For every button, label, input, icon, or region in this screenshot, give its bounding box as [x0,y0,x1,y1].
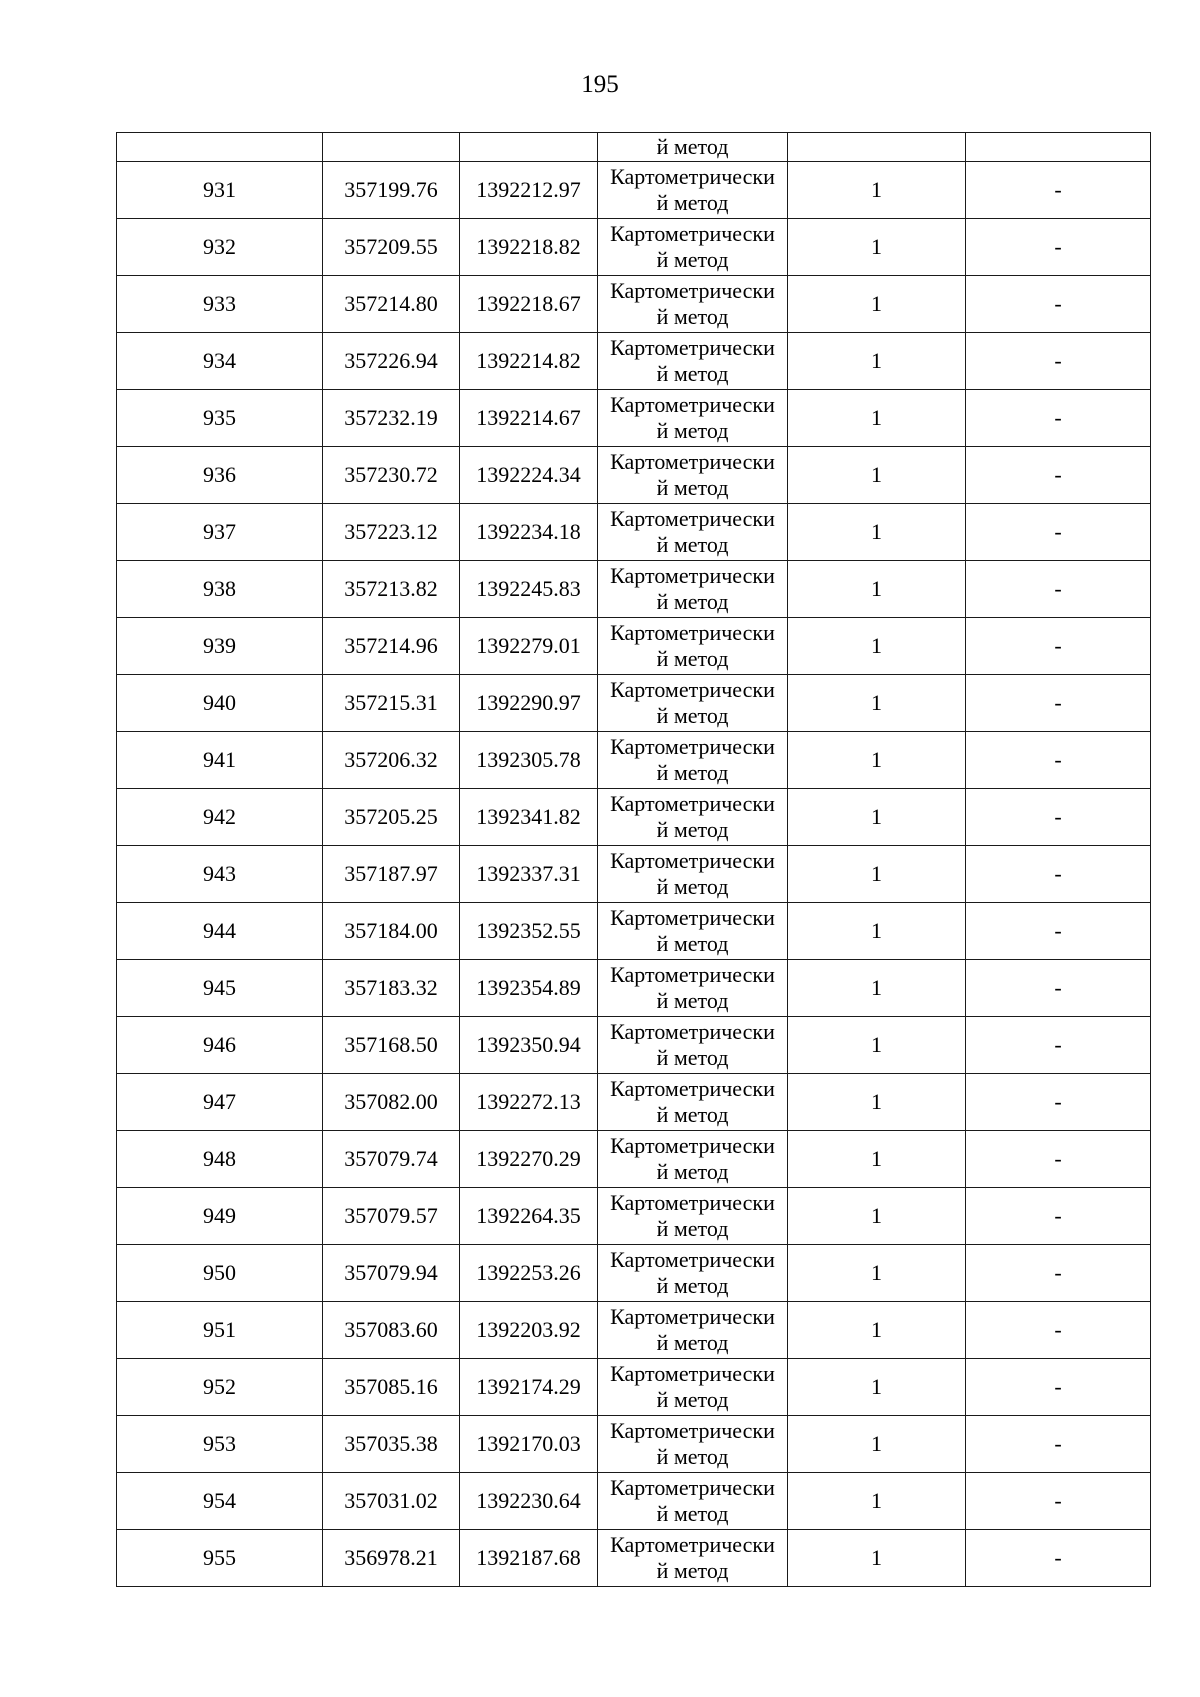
cell-y-coordinate: 1392170.03 [460,1416,598,1473]
cell-x-coordinate: 357083.60 [323,1302,460,1359]
cell-note: - [966,675,1151,732]
cell-x-coordinate: 357187.97 [323,846,460,903]
cell-note: - [966,447,1151,504]
method-line-2: й метод [656,304,729,329]
cell-x-coordinate [323,133,460,162]
cell-y-coordinate: 1392203.92 [460,1302,598,1359]
cell-method [598,618,788,675]
cell-method [598,1302,788,1359]
table-row [117,1359,1151,1416]
cell-point-number: 934 [117,333,323,390]
cell-method [598,732,788,789]
method-line-1: Картометрически [610,1304,775,1329]
method-line-2: й метод [656,1444,729,1469]
cell-note: - [966,504,1151,561]
cell-accuracy: 1 [788,732,966,789]
method-line-2: й метод [656,1558,729,1583]
cell-method [598,1416,788,1473]
method-line-1: Картометрически [610,677,775,702]
table-row [117,789,1151,846]
cell-y-coordinate: 1392337.31 [460,846,598,903]
table-row [117,1074,1151,1131]
cell-y-coordinate: 1392214.67 [460,390,598,447]
method-line-2: й метод [656,1216,729,1241]
method-line-1: Картометрически [610,1076,775,1101]
cell-accuracy: 1 [788,447,966,504]
table-row [117,1017,1151,1074]
cell-x-coordinate: 357082.00 [323,1074,460,1131]
method-line-2: й метод [656,646,729,671]
method-line-2: й метод [656,1273,729,1298]
cell-method [598,1245,788,1302]
cell-accuracy: 1 [788,162,966,219]
cell-point-number: 939 [117,618,323,675]
cell-accuracy: 1 [788,1473,966,1530]
cell-x-coordinate: 357232.19 [323,390,460,447]
table-row [117,1302,1151,1359]
method-line-1: Картометрически [610,905,775,930]
table-row [117,1530,1151,1587]
cell-x-coordinate: 357031.02 [323,1473,460,1530]
table-row [117,1188,1151,1245]
method-line-2: й метод [656,1045,729,1070]
cell-note: - [966,219,1151,276]
cell-accuracy: 1 [788,846,966,903]
cell-method [598,390,788,447]
cell-x-coordinate: 357199.76 [323,162,460,219]
cell-point-number: 952 [117,1359,323,1416]
cell-accuracy: 1 [788,960,966,1017]
cell-accuracy: 1 [788,1074,966,1131]
cell-method [598,1074,788,1131]
table-row [117,219,1151,276]
cell-accuracy: 1 [788,219,966,276]
method-line-2: й метод [656,817,729,842]
cell-point-number [117,133,323,162]
cell-note: - [966,162,1151,219]
method-line-1: Картометрически [610,620,775,645]
cell-y-coordinate: 1392230.64 [460,1473,598,1530]
table-row [117,276,1151,333]
cell-point-number: 938 [117,561,323,618]
cell-note: - [966,333,1151,390]
cell-accuracy: 1 [788,675,966,732]
cell-method [598,447,788,504]
cell-x-coordinate: 357230.72 [323,447,460,504]
table-row [117,504,1151,561]
cell-method [598,789,788,846]
cell-point-number: 933 [117,276,323,333]
method-line-1: Картометрически [610,1133,775,1158]
cell-x-coordinate: 357079.57 [323,1188,460,1245]
cell-method [598,1188,788,1245]
cell-accuracy: 1 [788,1017,966,1074]
method-line-1: Картометрически [610,335,775,360]
method-line-2: й метод [656,247,729,272]
table-row [117,1416,1151,1473]
cell-y-coordinate: 1392270.29 [460,1131,598,1188]
cell-note: - [966,1359,1151,1416]
method-line-1: Картометрически [610,1190,775,1215]
cell-note: - [966,276,1151,333]
cell-point-number: 954 [117,1473,323,1530]
method-line-1: Картометрически [610,1475,775,1500]
cell-y-coordinate: 1392187.68 [460,1530,598,1587]
cell-point-number: 941 [117,732,323,789]
cell-y-coordinate: 1392264.35 [460,1188,598,1245]
cell-method [598,903,788,960]
cell-x-coordinate: 357168.50 [323,1017,460,1074]
cell-y-coordinate [460,133,598,162]
cell-accuracy: 1 [788,276,966,333]
cell-note: - [966,1245,1151,1302]
cell-note: - [966,1017,1151,1074]
cell-y-coordinate: 1392224.34 [460,447,598,504]
cell-note: - [966,618,1151,675]
cell-point-number: 943 [117,846,323,903]
table-row [117,1245,1151,1302]
cell-y-coordinate: 1392214.82 [460,333,598,390]
cell-accuracy: 1 [788,1359,966,1416]
cell-accuracy: 1 [788,561,966,618]
cell-accuracy [788,133,966,162]
method-line-1: Картометрически [610,563,775,588]
method-line-2: й метод [656,988,729,1013]
cell-note: - [966,846,1151,903]
cell-note: - [966,390,1151,447]
cell-point-number: 951 [117,1302,323,1359]
cell-method [598,960,788,1017]
method-line-1: Картометрически [610,1361,775,1386]
method-line-2: й метод [656,874,729,899]
cell-point-number: 946 [117,1017,323,1074]
cell-note: - [966,732,1151,789]
table-row [117,561,1151,618]
table-row [117,162,1151,219]
cell-x-coordinate: 357085.16 [323,1359,460,1416]
cell-x-coordinate: 357213.82 [323,561,460,618]
table-row [117,1131,1151,1188]
cell-y-coordinate: 1392352.55 [460,903,598,960]
cell-y-coordinate: 1392253.26 [460,1245,598,1302]
table-row [117,333,1151,390]
cell-y-coordinate: 1392279.01 [460,618,598,675]
cell-note: - [966,1530,1151,1587]
cell-note [966,133,1151,162]
coordinates-table-body [117,133,1151,1587]
method-line-1: Картометрически [610,1019,775,1044]
cell-method [598,162,788,219]
cell-point-number: 949 [117,1188,323,1245]
cell-point-number: 942 [117,789,323,846]
cell-x-coordinate: 357214.96 [323,618,460,675]
method-line-1: Картометрически [610,1532,775,1557]
cell-x-coordinate: 357184.00 [323,903,460,960]
cell-accuracy: 1 [788,390,966,447]
method-line-1: Картометрически [610,164,775,189]
cell-note: - [966,1188,1151,1245]
cell-point-number: 932 [117,219,323,276]
cell-method: й метод [598,133,788,162]
method-line-2: й метод [656,475,729,500]
cell-y-coordinate: 1392272.13 [460,1074,598,1131]
method-line-2: й метод [656,1387,729,1412]
method-line-2: й метод [656,760,729,785]
table-row [117,1473,1151,1530]
method-line-2: й метод [656,1159,729,1184]
method-line-1: Картометрически [610,278,775,303]
cell-note: - [966,789,1151,846]
method-line-2: й метод [656,532,729,557]
cell-accuracy: 1 [788,1302,966,1359]
cell-note: - [966,1302,1151,1359]
cell-y-coordinate: 1392245.83 [460,561,598,618]
cell-note: - [966,561,1151,618]
cell-accuracy: 1 [788,333,966,390]
cell-x-coordinate: 357214.80 [323,276,460,333]
cell-method [598,1530,788,1587]
cell-point-number: 944 [117,903,323,960]
cell-note: - [966,1074,1151,1131]
table-row [117,675,1151,732]
method-line-2: й метод [656,190,729,215]
cell-point-number: 948 [117,1131,323,1188]
continuation-row [117,133,1151,162]
cell-point-number: 953 [117,1416,323,1473]
method-line-2: й метод [656,418,729,443]
cell-note: - [966,903,1151,960]
method-line-1: Картометрически [610,1418,775,1443]
cell-x-coordinate: 357079.94 [323,1245,460,1302]
cell-x-coordinate: 357209.55 [323,219,460,276]
method-line-1: Картометрически [610,848,775,873]
cell-point-number: 936 [117,447,323,504]
method-line-2: й метод [656,931,729,956]
cell-x-coordinate: 357206.32 [323,732,460,789]
method-line-1: Картометрически [610,962,775,987]
method-line-1: Картометрически [610,221,775,246]
table-row [117,618,1151,675]
cell-method [598,504,788,561]
method-line-1: Картометрически [610,449,775,474]
cell-method [598,561,788,618]
cell-x-coordinate: 356978.21 [323,1530,460,1587]
cell-point-number: 940 [117,675,323,732]
cell-x-coordinate: 357205.25 [323,789,460,846]
cell-point-number: 935 [117,390,323,447]
cell-point-number: 931 [117,162,323,219]
cell-point-number: 945 [117,960,323,1017]
table-row [117,960,1151,1017]
cell-x-coordinate: 357183.32 [323,960,460,1017]
coordinates-table [116,132,1151,1587]
cell-y-coordinate: 1392350.94 [460,1017,598,1074]
cell-accuracy: 1 [788,504,966,561]
method-line-1: Картометрически [610,1247,775,1272]
cell-method [598,675,788,732]
table-row [117,846,1151,903]
cell-y-coordinate: 1392305.78 [460,732,598,789]
cell-method [598,846,788,903]
cell-note: - [966,960,1151,1017]
cell-note: - [966,1473,1151,1530]
cell-method [598,1131,788,1188]
method-line-1: Картометрически [610,506,775,531]
cell-y-coordinate: 1392218.82 [460,219,598,276]
cell-method [598,333,788,390]
page-number: 195 [581,71,619,98]
cell-accuracy: 1 [788,1131,966,1188]
table-row [117,390,1151,447]
cell-method [598,219,788,276]
cell-x-coordinate: 357223.12 [323,504,460,561]
cell-accuracy: 1 [788,618,966,675]
table-row [117,447,1151,504]
cell-y-coordinate: 1392290.97 [460,675,598,732]
cell-method [598,276,788,333]
cell-accuracy: 1 [788,789,966,846]
cell-point-number: 950 [117,1245,323,1302]
cell-x-coordinate: 357035.38 [323,1416,460,1473]
method-line-2: й метод [656,589,729,614]
cell-point-number: 947 [117,1074,323,1131]
cell-method [598,1473,788,1530]
method-line-2: й метод [656,703,729,728]
cell-accuracy: 1 [788,903,966,960]
cell-y-coordinate: 1392174.29 [460,1359,598,1416]
table-row [117,903,1151,960]
cell-method [598,1359,788,1416]
cell-accuracy: 1 [788,1188,966,1245]
method-line-2: й метод [656,361,729,386]
cell-accuracy: 1 [788,1530,966,1587]
cell-y-coordinate: 1392212.97 [460,162,598,219]
cell-x-coordinate: 357079.74 [323,1131,460,1188]
cell-point-number: 955 [117,1530,323,1587]
cell-accuracy: 1 [788,1245,966,1302]
cell-note: - [966,1131,1151,1188]
cell-x-coordinate: 357215.31 [323,675,460,732]
method-line-2: й метод [656,1330,729,1355]
table-row [117,732,1151,789]
cell-y-coordinate: 1392234.18 [460,504,598,561]
method-line-1: Картометрически [610,791,775,816]
method-line-2: й метод [656,1102,729,1127]
method-line-1: Картометрически [610,734,775,759]
method-line-2: й метод [656,1501,729,1526]
cell-y-coordinate: 1392341.82 [460,789,598,846]
cell-x-coordinate: 357226.94 [323,333,460,390]
cell-method [598,1017,788,1074]
cell-accuracy: 1 [788,1416,966,1473]
cell-note: - [966,1416,1151,1473]
cell-y-coordinate: 1392218.67 [460,276,598,333]
cell-y-coordinate: 1392354.89 [460,960,598,1017]
method-line-1: Картометрически [610,392,775,417]
cell-point-number: 937 [117,504,323,561]
